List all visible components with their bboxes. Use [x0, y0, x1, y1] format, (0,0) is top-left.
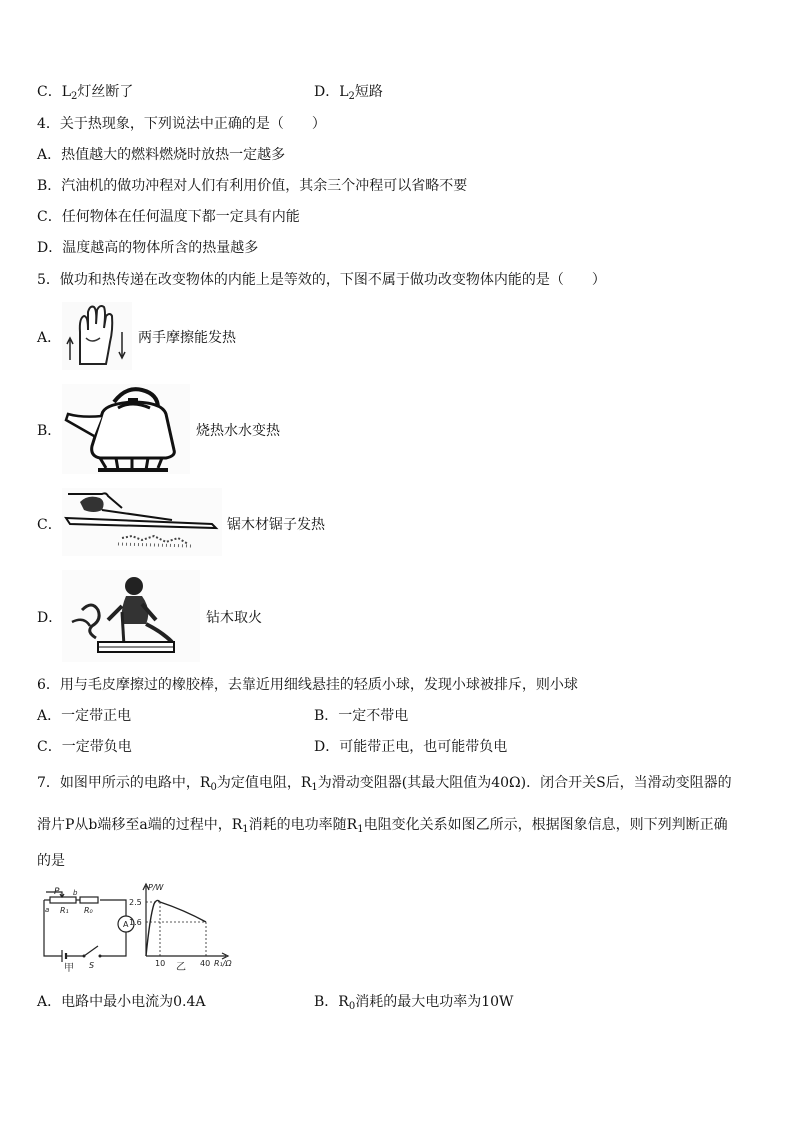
q5-option-c-label: C．	[37, 517, 62, 533]
q5-option-b-caption: 烧热水水变热	[196, 423, 280, 439]
q6-option-b: B．一定不带电	[314, 708, 409, 724]
q6-option-d: D．可能带正电，也可能带负电	[314, 739, 508, 755]
q4-option-b: B．汽油机的做功冲程对人们有利用价值，其余三个冲程可以省略不要	[37, 178, 468, 194]
q5-option-a-caption: 两手摩擦能发热	[138, 330, 236, 346]
graph-caption-yi: 乙	[176, 962, 186, 972]
graph-y-axis-label: P/W	[148, 883, 164, 892]
graph-x-axis-label: R₁/Ω	[214, 959, 232, 968]
circuit-label-a: a	[45, 906, 50, 914]
circuit-label-p: P	[54, 887, 60, 897]
circuit-label-r1: R₁	[60, 906, 69, 915]
rubbing-hands-image	[62, 302, 132, 370]
circuit-label-ammeter: A	[123, 920, 129, 929]
q7-stem-line2: 滑片P从b端移至a端的过程中，$R_1$消耗的电功率随$R_1$电阻变化关系如图乙所示，根据图象信息，则下列判断正确	[37, 817, 728, 835]
q3-option-c: C．$L_2$灯丝断了	[37, 84, 134, 102]
q5-option-d-label: D．	[37, 610, 63, 626]
sawing-wood-image	[62, 488, 222, 556]
q4-option-a: A．热值越大的燃料燃烧时放热一定越多	[37, 147, 286, 163]
q4-option-d: D．温度越高的物体所含的热量越多	[37, 240, 259, 256]
q5-option-b-label: B．	[37, 423, 62, 439]
q7-option-b: B．$R_0$消耗的最大电功率为10W	[314, 994, 514, 1012]
graph-y-tick-2-5: 2.5	[129, 898, 142, 907]
q5-option-c-caption: 锯木材锯子发热	[227, 517, 325, 533]
q6-option-a: A．一定带正电	[37, 708, 132, 724]
q5-stem: 5．做功和热传递在改变物体的内能上是等效的，下图不属于做功改变物体内能的是（ ）	[37, 272, 606, 288]
q4-stem: 4．关于热现象，下列说法中正确的是（ ）	[37, 116, 326, 132]
q7-option-a: A．电路中最小电流为0.4A	[37, 994, 206, 1010]
graph-x-tick-40: 40	[200, 959, 211, 968]
circuit-caption-jia: 甲	[64, 963, 74, 972]
q5-option-a-label: A．	[37, 330, 62, 346]
power-resistance-graph	[126, 880, 238, 972]
circuit-label-b: b	[73, 889, 78, 897]
q7-stem-line3: 的是	[37, 853, 65, 869]
circuit-diagram	[40, 882, 136, 972]
circuit-label-s: S	[89, 961, 95, 970]
drilling-wood-fire-image	[62, 570, 200, 662]
q5-option-d-caption: 钻木取火	[206, 610, 262, 626]
q7-stem-line1: 7．如图甲所示的电路中，$R_0$为定值电阻，$R_1$为滑动变阻器(其最大阻值为40Ω)．闭合开关S后，当滑动变阻器的	[37, 775, 732, 793]
circuit-label-r0: R₀	[84, 906, 93, 915]
q6-stem: 6．用与毛皮摩擦过的橡胶棒，去靠近用细线悬挂的轻质小球，发现小球被排斥，则小球	[37, 677, 578, 693]
q4-option-c: C．任何物体在任何温度下都一定具有内能	[37, 209, 300, 225]
q3-option-d: D．$L_2$短路	[314, 84, 383, 102]
graph-x-tick-10: 10	[155, 959, 166, 968]
q6-option-c: C．一定带负电	[37, 739, 132, 755]
kettle-image	[62, 384, 190, 474]
graph-y-tick-1-6: 1.6	[129, 918, 142, 927]
